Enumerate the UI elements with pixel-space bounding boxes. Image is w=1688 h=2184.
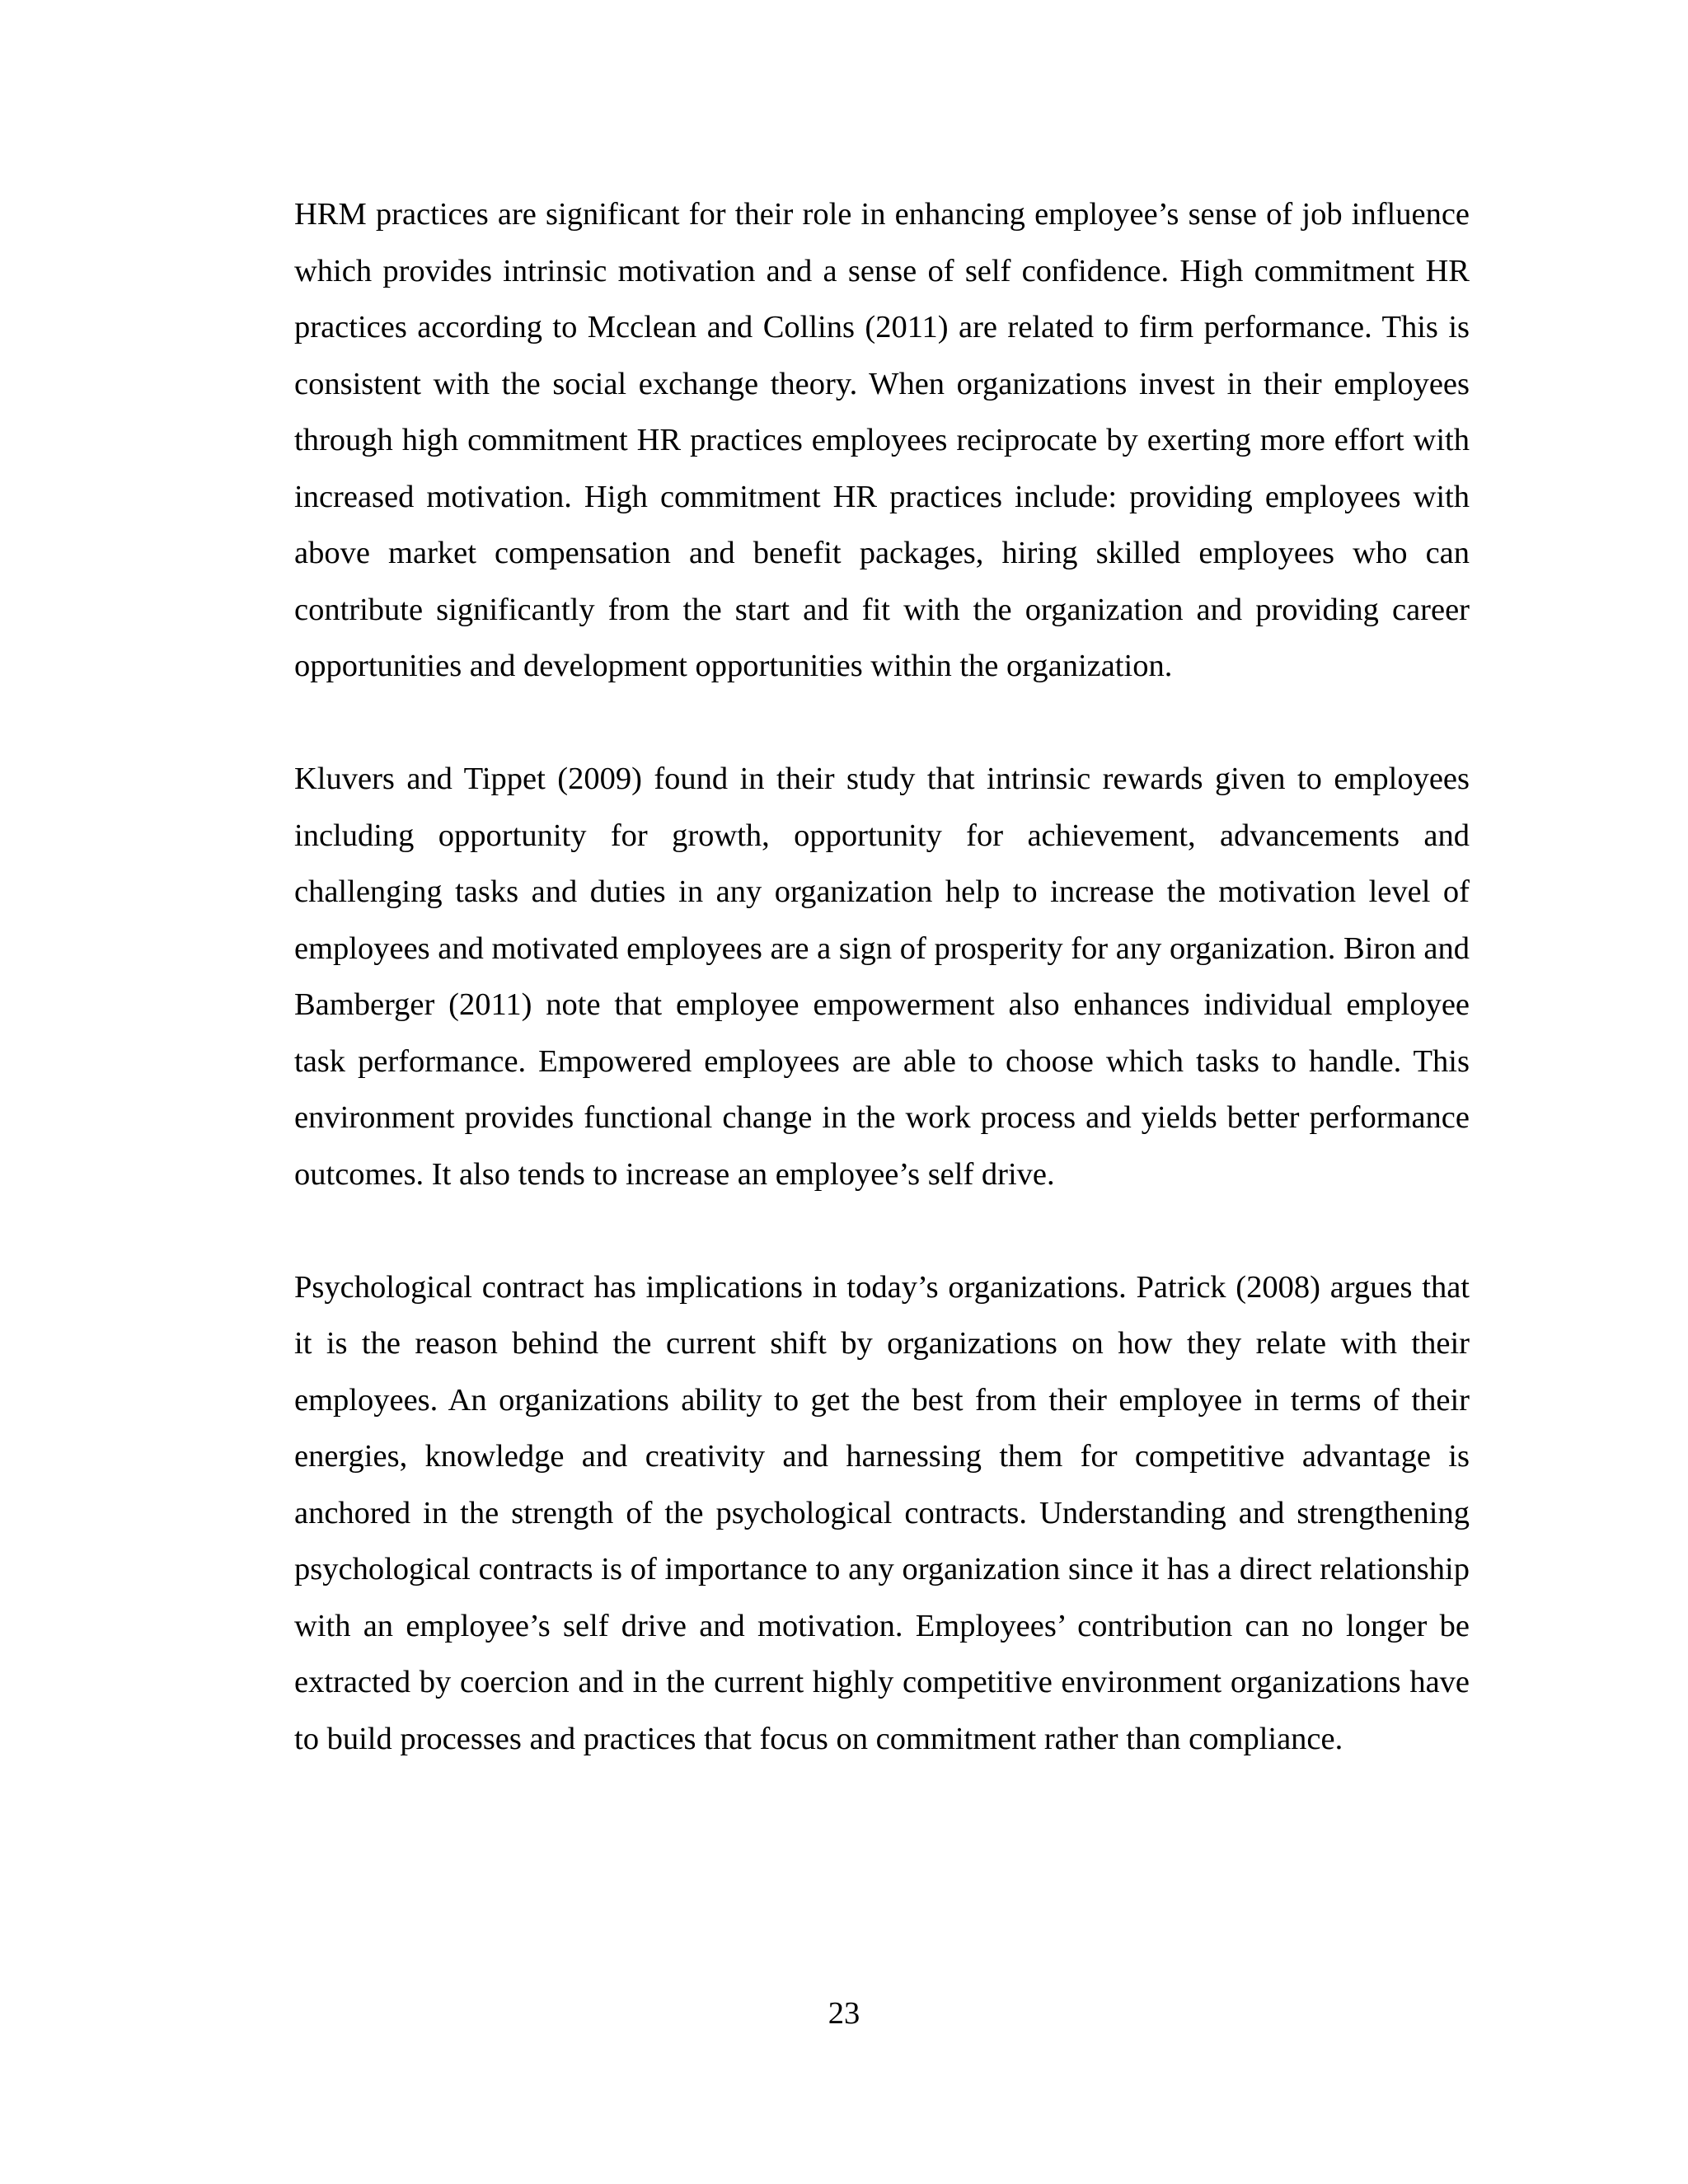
- paragraph-intrinsic-rewards: Kluvers and Tippet (2009) found in their study that intrinsic rewards given to employees including opportunity for growth, opportunity for achievement, advancements and challenging tasks and duties in any organization help to increase the motivation level of employees and motivated employees are a sign of prosperity for any organization. Biron and Bamberger (2011) note that employee empowerment also enhances individual employee task performance. Empowered employees are able to choose which tasks to handle. This environment provides functional change in the work process and yields better performance outcomes. It also tends to increase an employee’s self drive.: [294, 762, 1470, 1192]
- paragraph-hrm-practices: HRM practices are significant for their role in enhancing employee’s sense of job influence which provides intrinsic motivation and a sense of self confidence. High commitment HR practices according to Mcclean and Collins (2011) are related to firm performance. This is consistent with the social exchange theory. When organizations invest in their employees through high commitment HR practices employees reciprocate by exerting more effort with increased motivation. High commitment HR practices include: providing employees with above market compensation and benefit packages, hiring skilled employees who can contribute significantly from the start and fit with the organization and providing career opportunities and development opportunities within the organization.: [294, 197, 1470, 683]
- page-number: 23: [828, 1996, 860, 2031]
- paragraph-psychological-contract: Psychological contract has implications in today’s organizations. Patrick (2008) argues that it is the reason behind the current shift by organizations on how they relate with their employees. An organizations ability to get the best from their employee in terms of their energies, knowledge and creativity and harnessing them for competitive advantage is anchored in the strength of the psychological contracts. Understanding and strengthening psychological contracts is of importance to any organization since it has a direct relationship with an employee’s self drive and motivation. Employees’ contribution can no longer be extracted by coercion and in the current highly competitive environment organizations have to build processes and practices that focus on commitment rather than compliance.: [294, 1269, 1470, 1756]
- body-text: [294, 186, 1470, 1824]
